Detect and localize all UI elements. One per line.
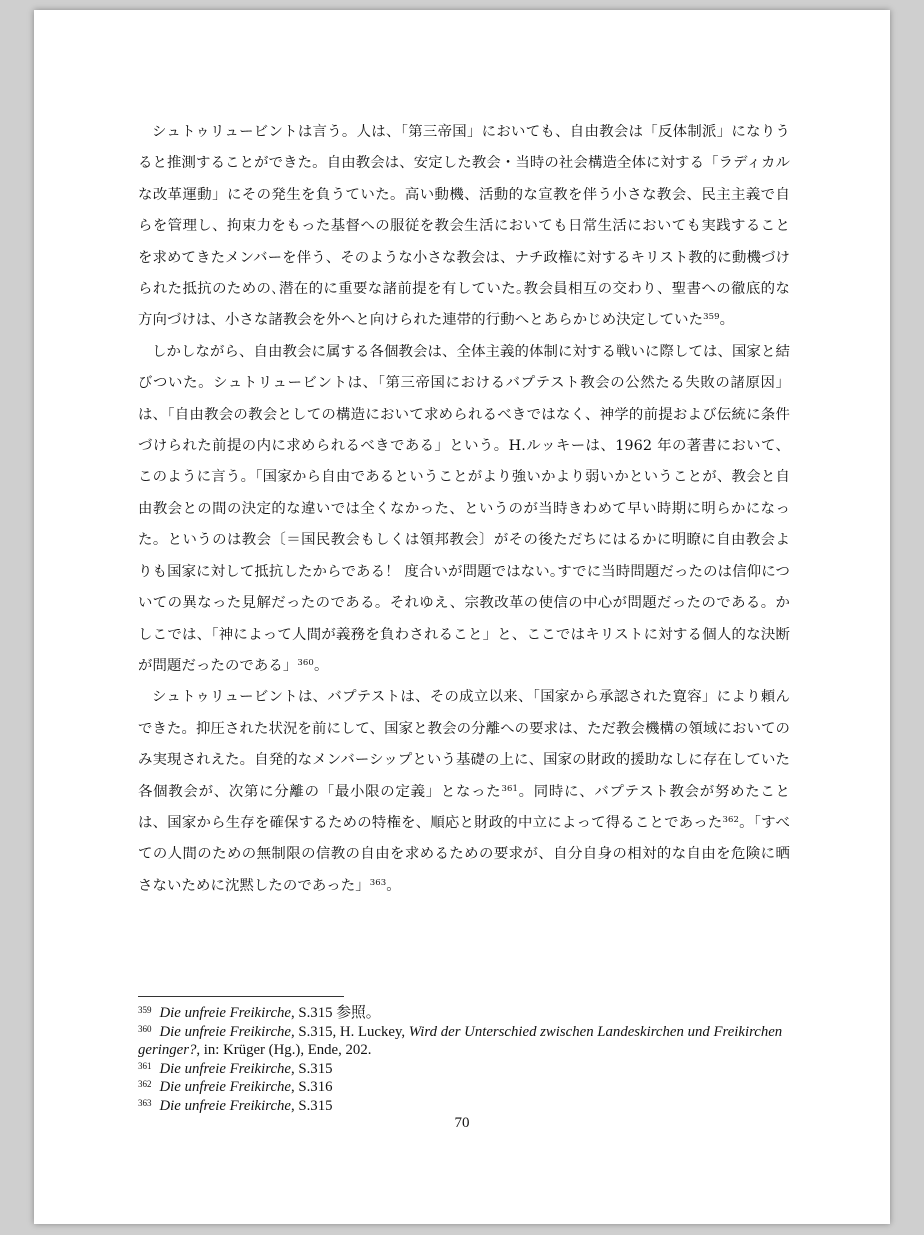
paragraph-end: 。 [386, 877, 401, 894]
footnote-work-title: Wird der Unterschied zwischen Landeskirchen und Freikirchen geringer? [138, 1023, 783, 1059]
footnote-ref-363[interactable]: 363 [369, 877, 387, 888]
footnote-title: Die unfreie Freikirche [159, 1079, 291, 1096]
paragraph-text: シュトゥリュービントは、バプテストは、その成立以来、「国家から承認された寛容」により頼んできた。抑圧された状況を前にして、国家と教会の分離への要求は、ただ教会機構の領域においてのみ実現されえた。自発的なメンバーシップという基礎の上に、国家の財政的援助なしに存在していた各個教会が、次第に分離の「最小限の定義」となった [138, 689, 790, 800]
footnote-title: Die unfreie Freikirche [159, 1097, 291, 1114]
footnote-title: Die unfreie Freikirche [159, 1060, 291, 1077]
footnote-title: Die unfreie Freikirche [159, 1005, 291, 1021]
paragraph-text: シュトゥリュービントは言う。人は、「第三帝国」においても、自由教会は「反体制派」になりうると推測することができた。自由教会は、安定した教会・当時の社会構造全体に対する「ラディカルな改革運動」にその発生を負うていた。高い動機、活動的な宣教を伴う小さな教会、民主主義で自らを管理し、拘束力をもった基督への服従を教会生活においても日常生活においても実践することを求めてきたメンバーを伴う、そのような小さな教会は、ナチ政権に対するキリスト教的に動機づけられた抵抗のための､潜在的に重要な諸前提を有していた｡教会員相互の交わり、聖書への徹底的な方向づけは、小さな諸教会を外へと向けられた連帯的行動へとあらかじめ決定していた [138, 124, 790, 329]
footnotes [138, 1004, 794, 1116]
paragraph-end: 。 [719, 312, 735, 329]
paragraph-end: 。 [313, 657, 329, 674]
footnote-text: , S.315 参照。 [290, 1005, 381, 1021]
paragraph-text: しかしながら、自由教会に属する各個教会は、全体主義的体制に対する戦いに際しては、国家と結びついた。シュトリュービントは、「第三帝国におけるバプテスト教会の公然たる失敗の諸原因」は、「自由教会の教会としての構造において求められるべきではなく、神学的前提および伝統に条件づけられた前提の内に求められるべきである」という。H.ルッキーは、1962 年の著書において、このように言う。｢国家から自由であるということがより強いかより弱いかということが、教会と自由教会との間の決定的な違いでは全くなかった、というのが当時きわめて早い時期に明らかになった。というのは教会〔＝国民教会もしくは領邦教会〕がその後ただちにはるかに明瞭に自由教会よりも国家に対して抵抗したからである！ 度合いが問題ではない｡すでに当時問題だったのは信仰についての異なった見解だったのである。それゆえ、宗教改革の使信の中心が問題だったのである。かしこでは、「神によって人間が義務を負わされること」と、ここではキリストに対する個人的な決断が問題だったのである」 [138, 343, 790, 674]
document-page [34, 10, 890, 1224]
footnote-360 [138, 1023, 794, 1060]
footnote-number: 359 [138, 1005, 152, 1015]
footnote-separator [138, 996, 344, 997]
footnote-text: , S.315 [290, 1097, 333, 1114]
paragraph-text: 。同時に、バプテスト教会が努めたことは、国家から生存を確保するための特権を、順応と財政的中立によって得ることであった [138, 783, 790, 831]
footnote-text: , S.316 [290, 1079, 333, 1096]
paragraph-text: 。「すべての人間のための無制限の信教の自由を求めるための要求が、自分自身の相対的な自由を危険に晒さないために沈黙したのであった」 [138, 814, 790, 894]
footnote-number: 363 [138, 1097, 152, 1108]
footnote-363 [138, 1097, 794, 1116]
footnote-ref-359[interactable]: 359 [703, 312, 720, 323]
paragraph-3 [138, 682, 790, 902]
paragraph-2 [138, 337, 790, 682]
footnote-362 [138, 1078, 794, 1097]
footnote-number: 362 [138, 1079, 152, 1090]
footnote-text: , S.315, H. Luckey, [290, 1023, 409, 1040]
footnote-ref-361[interactable]: 361 [501, 783, 518, 794]
footnote-ref-360[interactable]: 360 [297, 657, 314, 668]
footnote-text: , in: Krüger (Hg.), Ende, 202. [196, 1042, 372, 1059]
footnote-361 [138, 1060, 794, 1079]
footnote-text: , S.315 [290, 1060, 333, 1077]
footnote-359 [138, 1004, 794, 1023]
footnote-number: 360 [138, 1023, 152, 1034]
footnote-number: 361 [138, 1060, 152, 1071]
page-number: 70 [454, 1115, 470, 1131]
footnote-ref-362[interactable]: 362 [722, 814, 740, 825]
paragraph-1 [138, 117, 790, 337]
body-text [138, 117, 790, 902]
footnote-title: Die unfreie Freikirche [159, 1023, 291, 1040]
